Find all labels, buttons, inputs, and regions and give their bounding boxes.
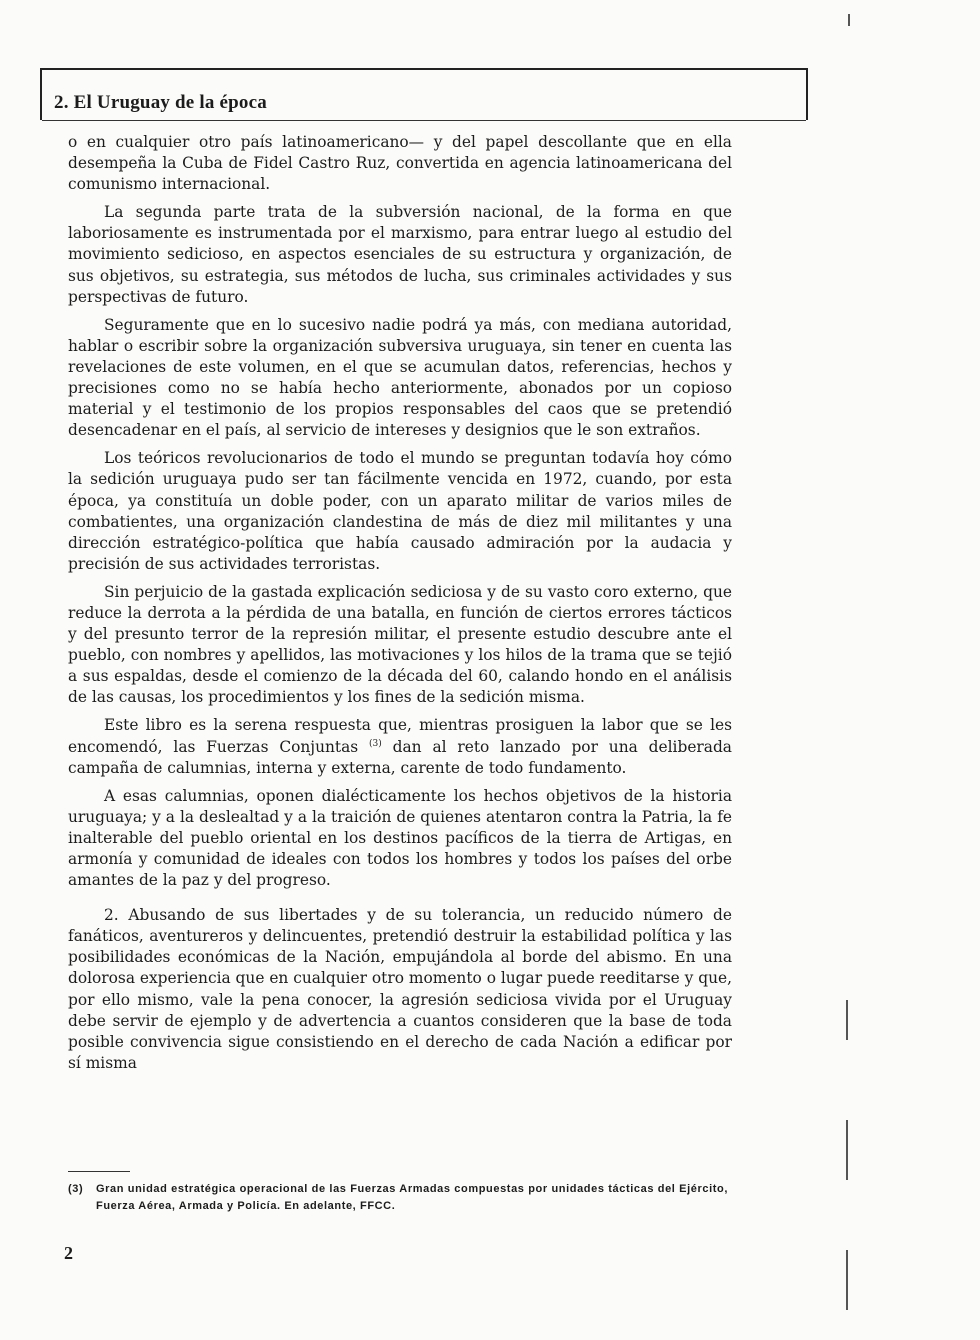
scan-artifact	[846, 1250, 848, 1310]
footnote-marker: (3)	[68, 1183, 84, 1195]
paragraph: Seguramente que en lo sucesivo nadie podrá ya más, con mediana autoridad, hablar o escribir sobre la organización subversiva uruguaya, sin tener en cuenta las revelaciones de este volumen, en el que se acumulan datos, referencias, hechos y precisiones como no se había hecho anteriormente, abonados por un copioso material y el testimonio de los propios responsables del caos que se pretendió desencadenar en el país, al servicio de intereses y designios que le son extraños.	[68, 315, 732, 440]
body-text	[68, 132, 732, 1081]
footnote-text: Gran unidad estratégica operacional de las Fuerzas Armadas compuestas por unidades tácticas del Ejército, Fuerza Aérea, Armada y Policía. En adelante, FFCC.	[96, 1183, 728, 1212]
paragraph: A esas calumnias, oponen dialécticamente los hechos objetivos de la historia uruguaya; y a la deslealtad y a la traición de quienes atentaron contra la Patria, la fe inalterable del pueblo oriental en los destinos pacíficos de la tierra de Artigas, en armonía y comunidad de ideales con todos los hombres y todos los países del orbe amantes de la paz y del progreso.	[68, 786, 732, 890]
section-title: 2. El Uruguay de la época	[54, 92, 267, 113]
page-number: 2	[64, 1243, 73, 1263]
paragraph-text: dan al reto lanzado por una deliberada campaña de calumnias, interna y externa, carente de todo fundamento.	[68, 737, 732, 777]
scan-artifact	[846, 1000, 848, 1040]
section-header	[40, 68, 808, 120]
paragraph	[68, 715, 732, 778]
paragraph: o en cualquier otro país latinoamericano— y del papel descollante que en ella desempeña la Cuba de Fidel Castro Ruz, convertida en agencia latinoamericana del comunismo internacional.	[68, 133, 732, 194]
paragraph: La segunda parte trata de la subversión nacional, de la forma en que laboriosamente es instrumentada por el marxismo, para entrar luego al estudio del movimiento sedicioso, en aspectos esenciales de su estructura y organización, de sus objetivos, su estrategia, sus métodos de lucha, sus criminales actividades y sus perspectivas de futuro.	[68, 203, 732, 306]
paragraph: 2. Abusando de sus libertades y de su tolerancia, un reducido número de fanáticos, aventureros y delincuentes, pretendió destruir la estabilidad política y las posibilidades económicas de la Nación, empujándola al borde del abismo. En una dolorosa experiencia que en cualquier otro momento o lugar puede reeditarse y que, por ello mismo, vale la pena conocer, la agresión sediciosa vivida por el Uruguay debe servir de ejemplo y de advertencia a cuantos consideren que la base de toda posible convivencia sigue consistiendo en el derecho de cada Nación a edificar por sí misma	[68, 906, 732, 1072]
paragraph-text: Este libro es la serena respuesta que, mientras prosiguen la labor que se les encomendó, las Fuerzas Conjuntas	[68, 716, 732, 756]
header-rule	[42, 120, 806, 121]
scan-artifact	[846, 1120, 848, 1180]
footnote-reference: (3)	[369, 738, 382, 749]
footnote-divider	[68, 1171, 130, 1172]
scan-artifact	[848, 14, 850, 26]
paragraph: Sin perjuicio de la gastada explicación sediciosa y de su vasto coro externo, que reduce la derrota a la pérdida de una batalla, en función de ciertos errores tácticos y del presunto terror de la represión militar, el presente estudio descubre ante el pueblo, con nombres y apellidos, las motivaciones y los hilos de la trama que se tejió a sus espaldas, desde el comienzo de la década del 60, calando hondo en el análisis de las causas, los procedimientos y los fines de la sedición misma.	[68, 582, 732, 707]
footnote	[68, 1181, 728, 1215]
paragraph: Los teóricos revolucionarios de todo el mundo se preguntan todavía hoy cómo la sedición uruguaya pudo ser tan fácilmente vencida en 1972, cuando, por esta época, ya constituía un doble poder, con un aparato militar de varios miles de combatientes, una organización clandestina de más de diez mil militantes y una dirección estratégico-política que había causado admiración por la audacia y precisión de sus actividades terroristas.	[68, 449, 732, 573]
